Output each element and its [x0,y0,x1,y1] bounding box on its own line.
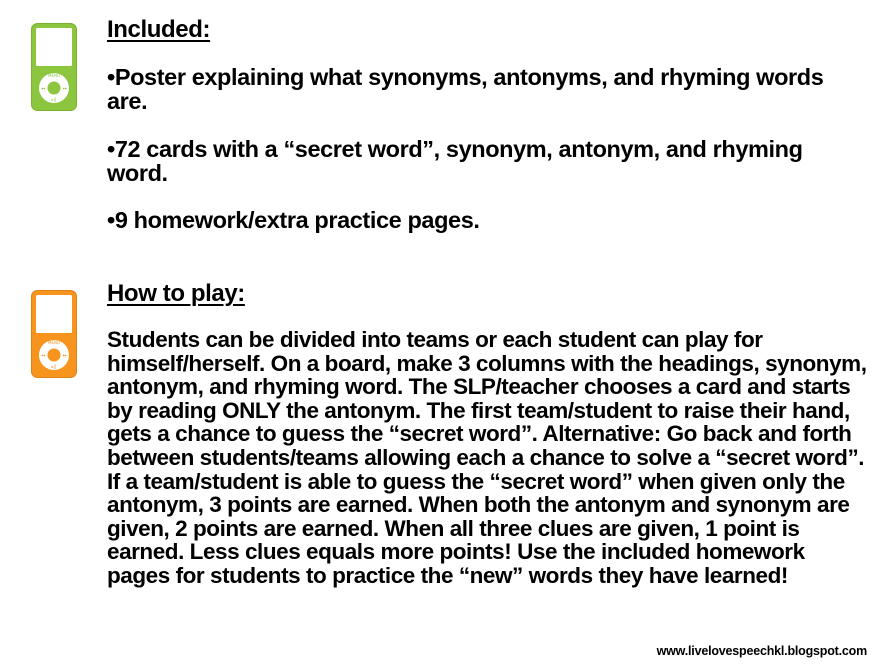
how-to-play-instructions: Students can be divided into teams or each student can play for himself/herself. On a board, make 3 columns with the headings, synonym, antonym, and rhyming word. The SLP/teacher chooses a card and starts by reading ONLY the antonym. The first team/student to raise their hand, gets a chance to guess the “secret word”. Alternative: Go back and forth between students/teams allowing each a chance to solve a “secret word”. If a team/student is able to guess the “secret word” when given only the antonym, 3 points are earned. When both the antonym and synonym are given, 2 points are earned. When all three clues are given, 1 point is earned. Less clues equals more points! Use the included homework pages for students to practice the “new” words they have learned! [107,327,867,588]
svg-text:MENU: MENU [48,73,60,78]
svg-text:◂◂: ◂◂ [40,352,46,358]
orange-music-player-icon [30,289,78,379]
included-item-poster: •Poster explaining what synonyms, antonyms, and rhyming words are. [107,64,824,114]
footer-blog-url: www.liveloves​peechkl.blogspot.com [656,644,867,658]
svg-text:◂◂: ◂◂ [40,85,46,91]
svg-text:▸▸: ▸▸ [62,85,68,91]
green-music-player-icon [30,22,78,112]
svg-text:▸||: ▸|| [51,97,57,102]
included-item-homework: •9 homework/extra practice pages. [107,207,480,233]
svg-text:MENU: MENU [48,340,60,345]
svg-text:▸||: ▸|| [51,364,57,369]
included-heading: Included: [107,16,211,43]
svg-text:▸▸: ▸▸ [62,352,68,358]
how-to-play-heading: How to play: [107,280,245,307]
included-item-cards: •72 cards with a “secret word”, synonym, antonym, and rhyming word. [107,136,803,186]
